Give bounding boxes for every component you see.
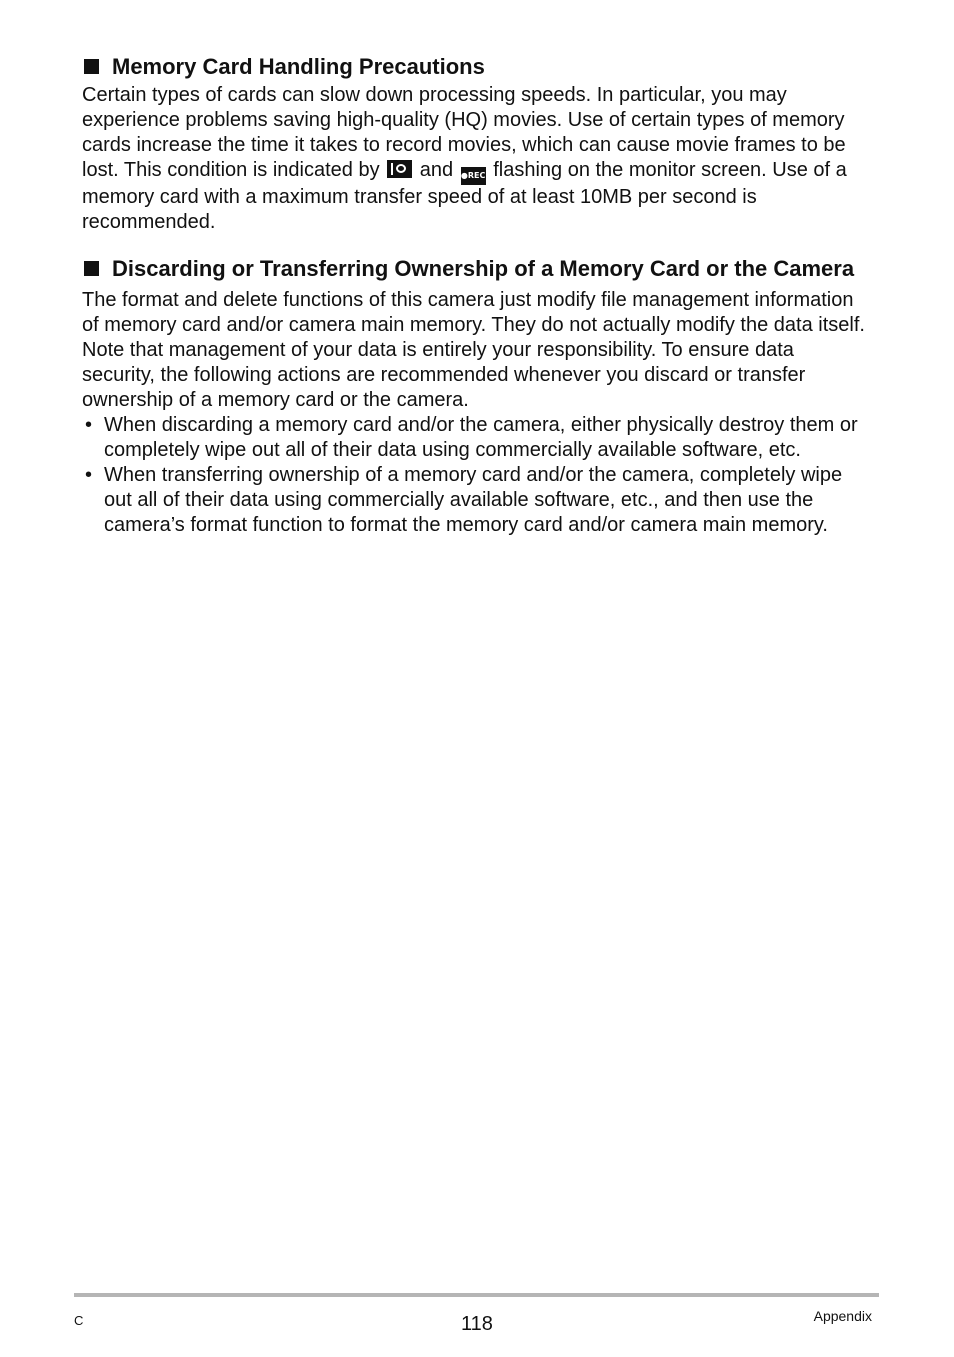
- list-item: [82, 463, 872, 538]
- rec-icon: ●REC: [461, 167, 486, 185]
- paragraph-text: and: [419, 159, 454, 181]
- page-number: 118: [461, 1313, 493, 1335]
- bullet-dot: •: [85, 414, 93, 436]
- bullet-list: [82, 413, 872, 538]
- bullet-dot: •: [85, 464, 93, 486]
- list-item: [82, 413, 872, 463]
- footer-left-mark: C: [74, 1313, 84, 1328]
- section-memory-card-precautions: [82, 53, 872, 235]
- list-item-text: When transferring ownership of a memory card and/or the camera, completely wipe out all of their data using commercially available software, etc., and then use the camera’s format function to format the memory card and/or camera main memory.: [104, 464, 843, 536]
- heading-text: Discarding or Transferring Ownership of a Memory Card or the Camera: [112, 256, 855, 281]
- section-heading: [82, 53, 872, 81]
- body-paragraph: [82, 83, 872, 235]
- heading-text: Memory Card Handling Precautions: [112, 54, 485, 79]
- square-bullet-icon: [84, 261, 99, 276]
- section-discarding-ownership: [82, 255, 872, 538]
- square-bullet-icon: [84, 59, 99, 74]
- footer-divider: [74, 1293, 879, 1297]
- camera-busy-icon: [387, 160, 412, 178]
- footer-section-label: Appendix: [813, 1308, 872, 1324]
- section-heading: [82, 255, 872, 283]
- list-item-text: When discarding a memory card and/or the camera, either physically destroy them or completely wipe out all of their data using commercially available software, etc.: [104, 414, 858, 461]
- body-paragraph: The format and delete functions of this camera just modify file management information of memory card and/or camera main memory. They do not actually modify the data itself. Note that management of your data is entirely your responsibility. To ensure data security, the following actions are recommended whenever you discard or transfer ownership of a memory card or the camera.: [82, 289, 865, 411]
- paragraph-text: Certain types of cards can slow down processing speeds. In particular, you may experience problems saving high-quality (HQ) movies. Use of certain types of memory cards increase the time it takes to record movies, which can cause movie frames to be lost. This condition is indicated by: [82, 84, 846, 181]
- paragraph-text: flashing on the monitor screen. Use of a memory card with a maximum transfer speed of at least 10MB per second is recommended.: [82, 159, 847, 233]
